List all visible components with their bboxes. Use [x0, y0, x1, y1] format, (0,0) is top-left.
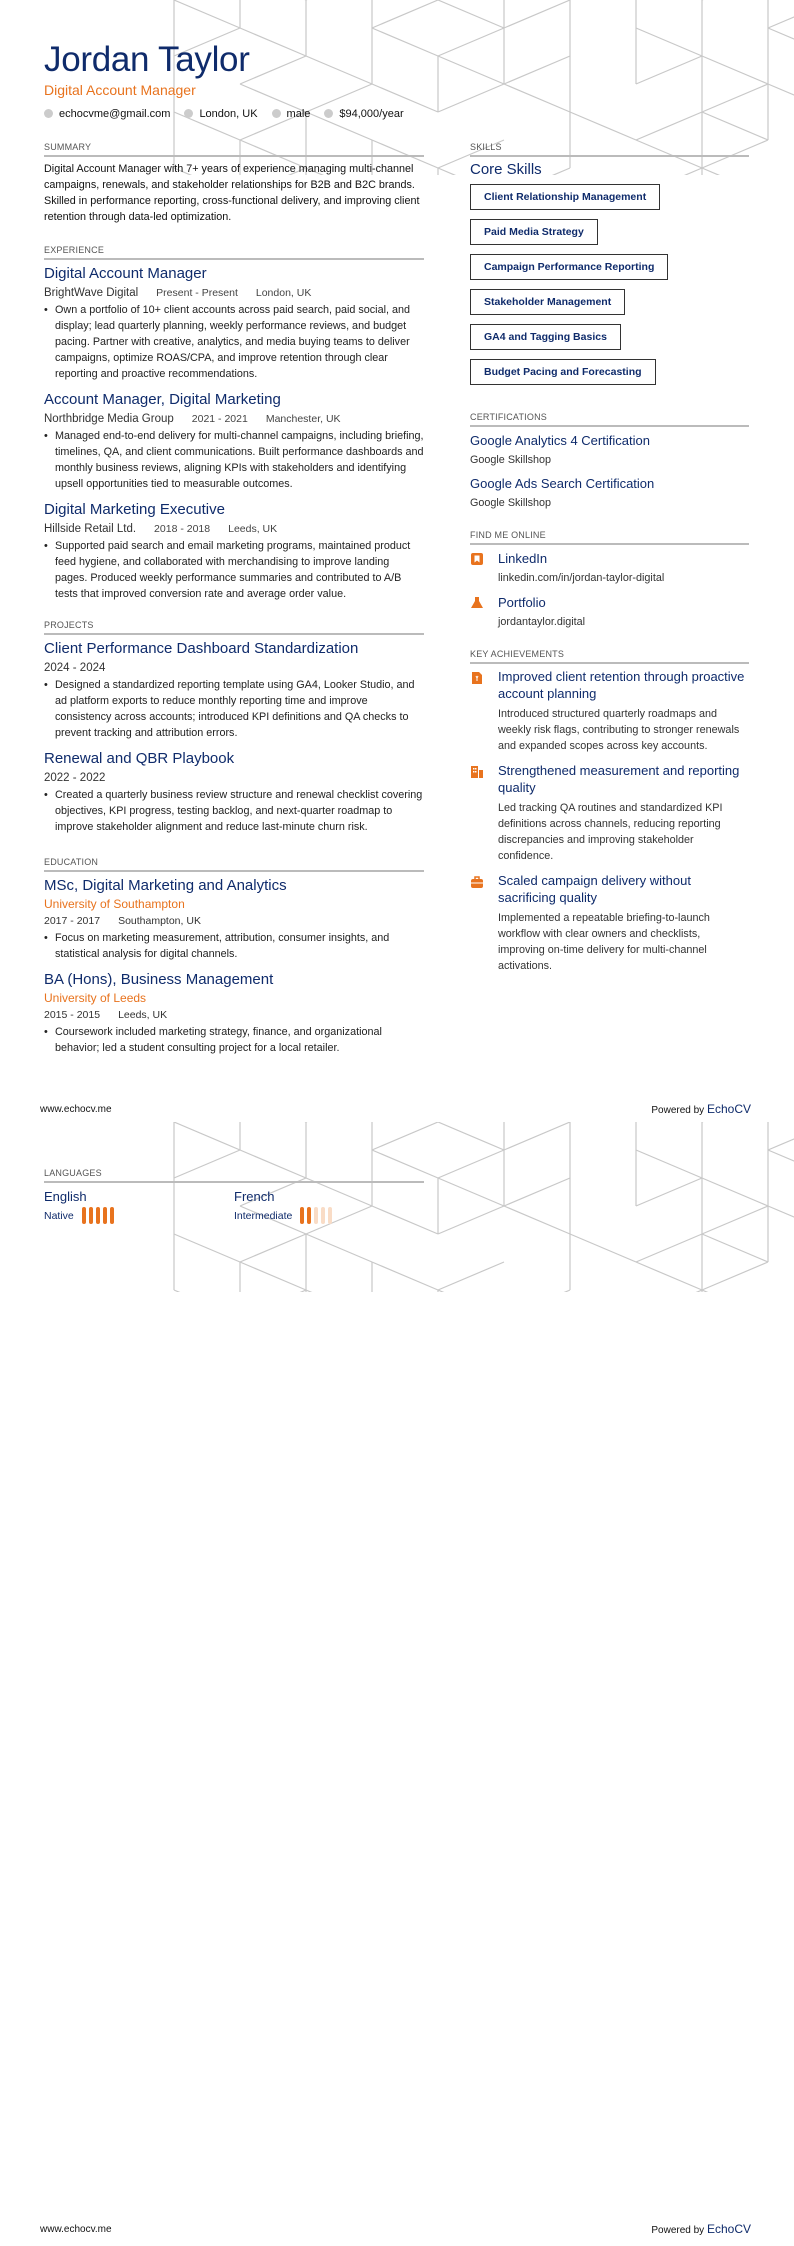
proficiency-bar — [110, 1207, 114, 1224]
achievement-item — [470, 668, 749, 754]
proficiency-bars — [82, 1207, 114, 1224]
certifications-section — [470, 412, 749, 512]
bullet-item: • Managed end-to-end delivery for multi-channel campaigns, including briefing, timelines, QA, and client communications. Built performance dashboards and monthly business reviews, aligning KPIs with stakeholders and identifying upsell opportunities tied to measurable outcomes. — [44, 428, 424, 492]
certification-issuer: Google Skillshop — [470, 497, 552, 509]
experience-item — [44, 500, 424, 602]
degree: BA (Hons), Business Management — [44, 971, 274, 988]
certification-issuer: Google Skillshop — [470, 454, 552, 466]
job-location: Leeds, UK — [228, 523, 278, 535]
job-title: Account Manager, Digital Marketing — [44, 391, 281, 408]
skill-tag: Paid Media Strategy — [470, 219, 598, 245]
company-name: Northbridge Media Group — [44, 413, 174, 425]
online-profile-item[interactable] — [470, 549, 749, 587]
bullet-item: • Own a portfolio of 10+ client accounts across paid search, paid social, and display; lead quarterly planning, weekly performance reviews, and budget pacing. Partner with creative, analytics, and media buying teams to deliver campaigns, optimize ROAS/CPA, and improve retention through clear reporting and proactive recommendations. — [44, 302, 424, 382]
proficiency-bar — [307, 1207, 311, 1224]
contact-email[interactable]: echocvme@gmail.com — [44, 108, 170, 120]
education-dates: 2015 - 2015 — [44, 1009, 101, 1021]
proficiency-bar — [321, 1207, 325, 1224]
summary-section — [44, 142, 424, 225]
proficiency-bar — [96, 1207, 100, 1224]
education-item — [44, 970, 424, 1056]
achievement-description: Introduced structured quarterly roadmaps and weekly risk flags, contributing to stronger renewals and expanded scopes across key accounts. — [498, 708, 740, 752]
skill-tag: Campaign Performance Reporting — [470, 254, 668, 280]
job-title: Digital Account Manager — [44, 265, 207, 282]
candidate-title: Digital Account Manager — [44, 82, 196, 98]
language-level-row — [44, 1207, 234, 1224]
section-heading: FIND ME ONLINE — [470, 530, 749, 545]
language-level: Native — [44, 1209, 74, 1222]
section-heading: CERTIFICATIONS — [470, 412, 749, 427]
project-dates: 2024 - 2024 — [44, 662, 106, 674]
project-name: Renewal and QBR Playbook — [44, 750, 235, 767]
online-section — [470, 530, 749, 631]
profile-url[interactable]: jordantaylor.digital — [498, 616, 586, 628]
language-level-row — [234, 1207, 424, 1224]
job-meta — [44, 284, 424, 302]
section-heading: KEY ACHIEVEMENTS — [470, 649, 749, 664]
profile-name[interactable]: Portfolio — [498, 595, 546, 610]
language-item — [234, 1187, 424, 1224]
achievement-title: Strengthened measurement and reporting quality — [498, 763, 740, 795]
job-meta — [44, 520, 424, 538]
building-icon — [470, 765, 484, 779]
job-dates: 2021 - 2021 — [191, 413, 248, 425]
bullet-list — [44, 787, 424, 835]
skill-tag: Budget Pacing and Forecasting — [470, 359, 656, 385]
language-name: English — [44, 1189, 87, 1204]
project-name: Client Performance Dashboard Standardization — [44, 640, 359, 657]
degree: MSc, Digital Marketing and Analytics — [44, 877, 287, 894]
job-meta — [44, 410, 424, 428]
online-profile-item[interactable] — [470, 593, 749, 631]
section-heading: SUMMARY — [44, 142, 424, 157]
education-meta — [44, 912, 424, 930]
education-section — [44, 857, 424, 1056]
job-dates: Present - Present — [156, 287, 238, 299]
contact-gender: male — [272, 108, 311, 120]
achievement-item — [470, 872, 749, 974]
right-column — [470, 142, 749, 992]
left-column — [44, 142, 424, 1074]
education-meta — [44, 1006, 424, 1024]
project-item — [44, 639, 424, 741]
bookmark-icon — [470, 552, 484, 566]
skills-section — [470, 142, 749, 394]
skill-tag: Stakeholder Management — [470, 289, 625, 315]
achievement-description: Implemented a repeatable briefing-to-launch workflow with clear owners and checklists, improving on-time delivery for multi-channel activations. — [498, 912, 710, 972]
skill-tag: GA4 and Tagging Basics — [470, 324, 621, 350]
proficiency-bar — [103, 1207, 107, 1224]
job-title: Digital Marketing Executive — [44, 501, 225, 518]
document-icon — [470, 671, 484, 685]
company-name: BrightWave Digital — [44, 287, 139, 299]
achievements-section — [470, 649, 749, 974]
contact-info — [44, 108, 404, 120]
bullet-list — [44, 538, 424, 602]
job-location: Manchester, UK — [265, 413, 341, 425]
briefcase-icon — [470, 875, 484, 889]
certification-name: Google Ads Search Certification — [470, 476, 655, 491]
project-item — [44, 749, 424, 835]
language-level: Intermediate — [234, 1209, 293, 1222]
bullet-list — [44, 677, 424, 741]
experience-item — [44, 390, 424, 492]
flask-icon — [470, 596, 484, 610]
achievement-title: Scaled campaign delivery without sacrificing quality — [498, 873, 691, 905]
bullet-item: • Designed a standardized reporting template using GA4, Looker Studio, and ad platform exports to reduce monthly reporting time and improve consistency across accounts; introduced KPI definitions and QA checks to prevent tracking and attribution errors. — [44, 677, 424, 741]
bullet-item: • Focus on marketing measurement, attribution, consumer insights, and statistical analysis for digital channels. — [44, 930, 424, 962]
location-pin-icon — [184, 109, 193, 118]
job-dates: 2018 - 2018 — [154, 523, 211, 535]
profile-url[interactable]: linkedin.com/in/jordan-taylor-digital — [498, 572, 665, 584]
profile-name[interactable]: LinkedIn — [498, 551, 548, 566]
money-icon — [324, 109, 333, 118]
section-heading: PROJECTS — [44, 620, 424, 635]
proficiency-bar — [89, 1207, 93, 1224]
job-location: London, UK — [255, 287, 312, 299]
at-icon — [44, 109, 53, 118]
education-location: Leeds, UK — [118, 1009, 168, 1021]
achievement-item — [470, 762, 749, 864]
language-item — [44, 1187, 234, 1224]
section-heading: LANGUAGES — [44, 1168, 424, 1183]
languages-section — [44, 1168, 424, 1224]
project-dates: 2022 - 2022 — [44, 772, 106, 784]
achievement-title: Improved client retention through proactive account planning — [498, 669, 745, 701]
footer-site-link[interactable]: www.echocv.me — [40, 1104, 112, 1115]
footer-site-link[interactable]: www.echocv.me — [40, 2224, 112, 2235]
company-name: Hillside Retail Ltd. — [44, 523, 137, 535]
section-heading: SKILLS — [470, 142, 749, 157]
section-heading: EDUCATION — [44, 857, 424, 872]
school-name: University of Southampton — [44, 897, 185, 911]
bullet-list — [44, 1024, 424, 1056]
contact-salary: $94,000/year — [324, 108, 403, 120]
achievement-description: Led tracking QA routines and standardized KPI definitions across channels, reducing reporting discrepancies and improving stakeholder confidence. — [498, 802, 723, 862]
brand-name: EchoCV — [706, 1102, 751, 1116]
person-icon — [272, 109, 281, 118]
brand-name: EchoCV — [706, 2222, 751, 2236]
experience-section — [44, 245, 424, 602]
projects-section — [44, 620, 424, 835]
candidate-name: Jordan Taylor — [44, 40, 250, 79]
experience-item — [44, 264, 424, 382]
bullet-item: • Supported paid search and email marketing programs, maintained product feed hygiene, and collaborated with merchandising to improve landing pages. Produced weekly performance summaries and contributed to A/B tests that improved conversion rate and average order value. — [44, 538, 424, 602]
bullet-list — [44, 302, 424, 382]
school-name: University of Leeds — [44, 991, 147, 1005]
proficiency-bar — [314, 1207, 318, 1224]
education-dates: 2017 - 2017 — [44, 915, 101, 927]
skill-tag: Client Relationship Management — [470, 184, 660, 210]
certification-name: Google Analytics 4 Certification — [470, 433, 650, 448]
proficiency-bars — [300, 1207, 332, 1224]
proficiency-bar — [328, 1207, 332, 1224]
language-name: French — [234, 1189, 275, 1204]
section-heading: EXPERIENCE — [44, 245, 424, 260]
bullet-list — [44, 428, 424, 492]
powered-by[interactable]: Powered by EchoCV — [651, 2222, 751, 2236]
bullet-item: • Created a quarterly business review structure and renewal checklist covering objectives, KPI progress, testing backlog, and next-quarter roadmap to improve stakeholder alignment and reduce last-minute churn risk. — [44, 787, 424, 835]
powered-by[interactable]: Powered by EchoCV — [651, 1102, 751, 1116]
bullet-item: • Coursework included marketing strategy, finance, and organizational behavior; led a student consulting project for a local retailer. — [44, 1024, 424, 1056]
education-item — [44, 876, 424, 962]
contact-location: London, UK — [184, 108, 257, 120]
proficiency-bar — [82, 1207, 86, 1224]
bullet-list — [44, 930, 424, 962]
summary-text: Digital Account Manager with 7+ years of experience managing multi-channel campaigns, renewals, and stakeholder relationships for B2B and B2C brands. Skilled in performance reporting, cross-functional delivery, and improving client retention through data-led optimization. — [44, 163, 420, 223]
skills-group-title: Core Skills — [470, 161, 542, 178]
proficiency-bar — [300, 1207, 304, 1224]
education-location: Southampton, UK — [118, 915, 201, 927]
